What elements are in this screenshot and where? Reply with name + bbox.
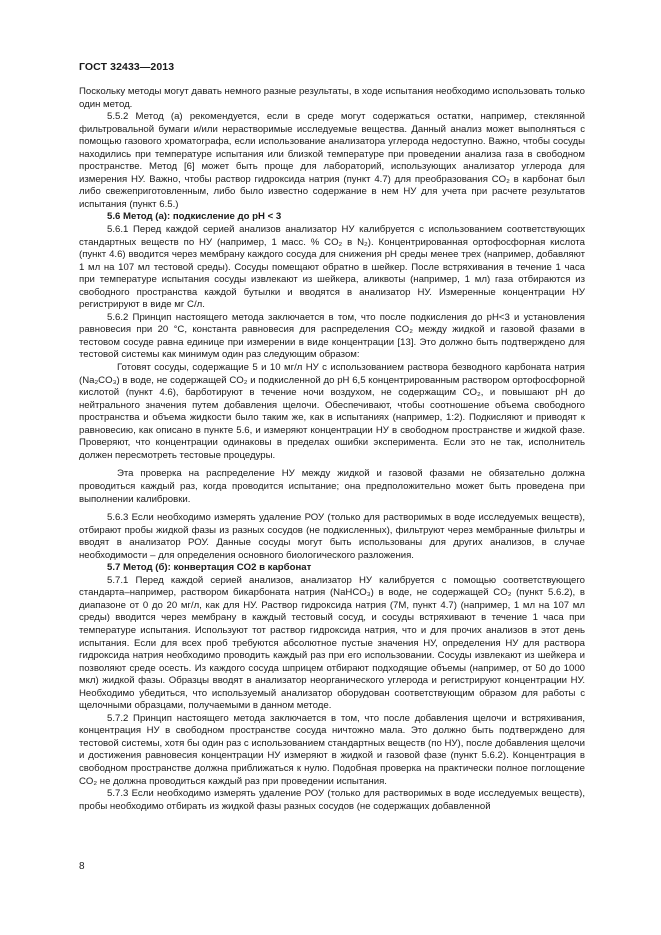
- paragraph: 5.5.2 Метод (а) рекомендуется, если в среде могут содержаться остатки, например, стеклянной фильтровальной бумаги и/или нерастворимые исследуемые вещества. Данный анализ может выполняться с помощью газового хроматографа, если использование анализатора углерода недоступно. Важно, чтобы сосуды находились при температуре испытания или близкой температуре при проведении анализа газа в свободном пространстве. Метод [6] может быть проще для лабораторий, использующих анализатор углерода для измерения НУ. Важно, чтобы раствор гидроксида натрия (пункт 4.7) для преобразования CO₂ в карбонат был либо свежеприготовленным, либо было известно содержание в нем НУ для учета при расчете результатов испытания (пункт 6.5.): [79, 111, 585, 210]
- paragraph: 5.6.3 Если необходимо измерять удаление РОУ (только для растворимых в воде исследуемых веществ), отбирают пробы жидкой фазы из разных сосудов (не подкисленных), фильтруют через мембранные фильтры и вводят в анализатор РОУ. Данные сосуды могут быть использованы для других анализов, в случае необходимости – для определения основного биологического разложения.: [79, 512, 585, 561]
- paragraph: 5.6.1 Перед каждой серией анализов анализатор НУ калибруется с использованием соответствующих стандартных веществ по НУ (например, 1 масс. % CO₂ в N₂). Концентрированная ортофосфорная кислота (пункт 4.6) вводится через мембрану каждого сосуда для снижения pH среды менее трех (например, добавляют 1 мл на 107 мл тестовой среды). Сосуды помещают обратно в шейкер. После встряхивания в течение 1 часа при температуре испытания сосуды извлекают из шейкера, аликвоты (например, 1 мл) газа отбираются из свободного пространства каждой бутылки и вводятся в анализатор НУ. Измеренные концентрации НУ регистрируют в виде мг С/л.: [79, 224, 585, 311]
- paragraph: 5.6.2 Принцип настоящего метода заключается в том, что после подкисления до pH<3 и установления равновесия при 20 °С, константа равновесия для распределения CO₂ между жидкой и газовой фазами в тестовом сосуде равна единице при измерении в виде концентрации [13]. Это должно быть подтверждено для тестовой системы как минимум один раз следующим образом:: [79, 311, 585, 361]
- paragraph: 5.7.2 Принцип настоящего метода заключается в том, что после добавления щелочи и встряхивания, концентрация НУ в свободном пространстве сосуда ничтожно мала. Это должно быть подтверждено для тестовой системы, хотя бы один раз с использованием стандартных веществ (по НУ), после добавления щелочи и достижения равновесия концентрации НУ измеряют в жидкой и газовой фазе (пункт 5.6.2). Концентрация в свободном пространстве должна приближаться к нулю. Подобная проверка на практически полное поглощение CO₂ не должна проводиться каждый раз при проведении испытания.: [79, 712, 585, 787]
- standard-header: ГОСТ 32433—2013: [79, 61, 175, 73]
- paragraph: Эта проверка на распределение НУ между жидкой и газовой фазами не обязательно должна проводиться каждый раз, когда проводится испытание; она предположительно может быть проведена при выполнении калибровки.: [79, 468, 585, 505]
- section-heading: 5.7 Метод (б): конвертация CO2 в карбонат: [107, 562, 312, 574]
- section-heading: 5.6 Метод (а): подкисление до pH < 3: [107, 211, 282, 223]
- document-body: [79, 86, 585, 813]
- paragraph: Поскольку методы могут давать немного разные результаты, в ходе испытания необходимо использовать только один метод.: [79, 86, 585, 110]
- page-number: 8: [79, 861, 85, 872]
- paragraph: 5.7.3 Если необходимо измерять удаление РОУ (только для растворимых в воде исследуемых веществ), пробы необходимо отбирать из жидкой фазы разных сосудов (не содержащих добавленной: [79, 788, 585, 812]
- paragraph: 5.7.1 Перед каждой серией анализов, анализатор НУ калибруется с помощью соответствующего стандарта–например, раствором бикарбоната натрия (NaHCO₃) в воде, не содержащей CO₂ (пункт 5.6.2), в диапазоне от 0 до 20 мг/л, как для НУ. Раствор гидроксида натрия (7М, пункт 4.7) (например, 1 мл на 107 мл среды) вводится через мембрану в каждый тестовый сосуд, и сосуды встряхивают в течение 1 часа при температуре испытания. Используют тот раствор гидроксида натрия, что и для прочих анализов в этот день испытания. Если для всех проб требуются абсолютное пустые значения НУ, определения НУ для раствора гидроксида натрия необходимо проводить каждый раз при его использовании. Сосуды извлекают из шейкера и позволяют среде осесть. Из каждого сосуда шприцем отбирают подходящие объемы (например, от 50 до 1000 мкл) жидкой фазы. Образцы вводят в анализатор неорганического углерода и регистрируют концентрации НУ. Необходимо убедиться, что используемый анализатор оборудован соответствующим образом для работы с щелочными образцами, получаемыми в данном методе.: [79, 574, 585, 712]
- paragraph: Готовят сосуды, содержащие 5 и 10 мг/л НУ с использованием раствора безводного карбоната натрия (Na₂CO₃) в воде, не содержащей CO₂ и подкисленной до pH 6,5 концентрированным раствором ортофосфорной кислотой (пункт 4.6), барботируют в течение ночи воздухом, не содержащим CO₂, и повышают pH до нейтрального значения путем добавления щелочи. Обеспечивают, чтобы соотношение объема свободного пространства и объема жидкости было таким же, как в испытаниях (например, 1:2). Подкисляют и приводят к равновесию, как описано в пункте 5.6, и измеряют концентрации НУ в свободном пространстве и жидкой фазе. Проверяют, что концентрации одинаковы в пределах ошибки эксперимента. Если это не так, исполнитель должен пересмотреть тестовые процедуры.: [79, 362, 585, 461]
